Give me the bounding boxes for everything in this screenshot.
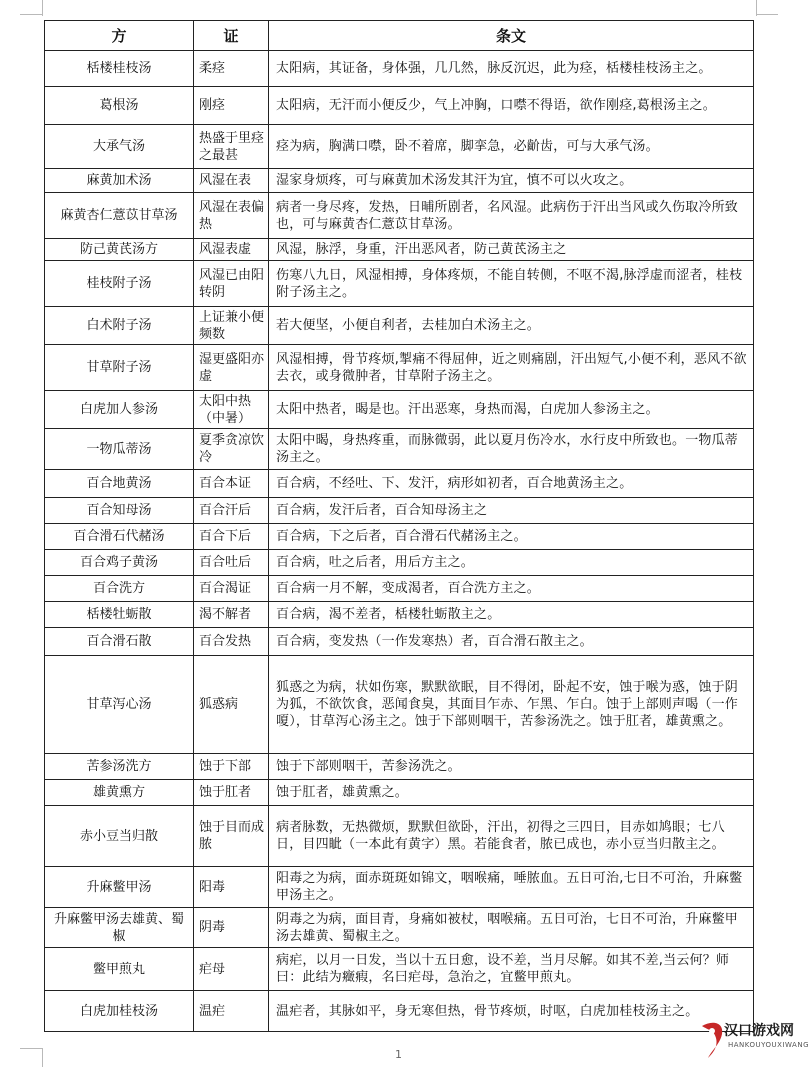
formula-name: 鳖甲煎丸 (45, 948, 194, 991)
formula-name: 雄黄熏方 (45, 780, 194, 806)
formula-name: 麻黄杏仁薏苡甘草汤 (45, 193, 194, 239)
syndrome: 湿更盛阳亦虚 (194, 345, 269, 391)
syndrome: 风湿在表 (194, 169, 269, 193)
table-row (45, 550, 754, 576)
clause-text: 百合病，吐之后者，用后方主之。 (269, 550, 754, 576)
table-row (45, 429, 754, 470)
syndrome: 夏季贪凉饮冷 (194, 429, 269, 470)
syndrome: 风湿表虚 (194, 239, 269, 261)
table-row (45, 498, 754, 524)
formula-name: 白术附子汤 (45, 307, 194, 345)
syndrome: 柔痉 (194, 51, 269, 87)
formula-name: 百合洗方 (45, 576, 194, 602)
table-row (45, 345, 754, 391)
syndrome: 风湿在表偏热 (194, 193, 269, 239)
table-row (45, 307, 754, 345)
table-row (45, 656, 754, 754)
table-row (45, 948, 754, 991)
clause-text: 温疟者，其脉如平，身无寒但热，骨节疼烦，时呕，白虎加桂枝汤主之。 (269, 991, 754, 1032)
clause-text: 太阳病，无汗而小便反少，气上冲胸，口噤不得语，欲作刚痉,葛根汤主之。 (269, 87, 754, 125)
clause-text: 百合病，发汗后者，百合知母汤主之 (269, 498, 754, 524)
clause-text: 风湿相搏，骨节疼烦,掣痛不得屈伸，近之则痛剧，汗出短气,小便不利，恶风不欲去衣，或身微肿者，甘草附子汤主之。 (269, 345, 754, 391)
table-row (45, 470, 754, 498)
clause-text: 百合病，变发热（一作发寒热）者，百合滑石散主之。 (269, 628, 754, 656)
syndrome: 百合下后 (194, 524, 269, 550)
clause-text: 病疟，以月一日发，当以十五日愈，设不差，当月尽解。如其不差,当云何？师曰：此结为癥瘕，名曰疟母，急治之，宜鳖甲煎丸。 (269, 948, 754, 991)
header-tiaowen: 条文 (269, 21, 754, 51)
clause-text: 风湿，脉浮，身重，汗出恶风者，防己黄芪汤主之 (269, 239, 754, 261)
formula-name: 栝楼桂枝汤 (45, 51, 194, 87)
formula-name: 升麻鳖甲汤去雄黄、蜀椒 (45, 908, 194, 948)
table-row (45, 261, 754, 307)
syndrome: 上证兼小便频数 (194, 307, 269, 345)
table-row (45, 524, 754, 550)
formula-name: 防己黄芪汤方 (45, 239, 194, 261)
formula-name: 甘草泻心汤 (45, 656, 194, 754)
header-fang: 方 (45, 21, 194, 51)
formula-name: 百合滑石代赭汤 (45, 524, 194, 550)
formula-name: 桂枝附子汤 (45, 261, 194, 307)
syndrome: 蚀于下部 (194, 754, 269, 780)
clause-text: 阴毒之为病，面目青，身痛如被杖，咽喉痛。五日可治，七日不可治，升麻鳖甲汤去雄黄、蜀椒主之。 (269, 908, 754, 948)
syndrome: 疟母 (194, 948, 269, 991)
clause-text: 百合病，不经吐、下、发汗，病形如初者，百合地黄汤主之。 (269, 470, 754, 498)
formula-name: 百合滑石散 (45, 628, 194, 656)
watermark-name: 汉口游戏网 (724, 1023, 794, 1039)
formula-name: 百合知母汤 (45, 498, 194, 524)
syndrome: 百合吐后 (194, 550, 269, 576)
table-row (45, 867, 754, 908)
clause-text: 伤寒八九日，风湿相搏，身体疼烦，不能自转侧，不呕不渴,脉浮虚而涩者，桂枝附子汤主之。 (269, 261, 754, 307)
syndrome: 渴不解者 (194, 602, 269, 628)
clause-text: 阳毒之为病，面赤斑斑如锦文，咽喉痛，唾脓血。五日可治,七日不可治，升麻鳖甲汤主之。 (269, 867, 754, 908)
formula-name: 百合鸡子黄汤 (45, 550, 194, 576)
clause-text: 病者脉数，无热微烦，默默但欲卧，汗出，初得之三四日，目赤如鸠眼；七八日，目四眦（一本此有黄字）黑。若能食者，脓已成也，赤小豆当归散主之。 (269, 806, 754, 867)
clause-text: 狐惑之为病，状如伤寒，默默欲眠，目不得闭，卧起不安，蚀于喉为惑，蚀于阴为狐，不欲饮食，恶闻食臭，其面目乍赤、乍黑、乍白。蚀于上部则声喝（一作嗄），甘草泻心汤主之。蚀于下部则咽干，苦参汤洗之。蚀于肛者，雄黄熏之。 (269, 656, 754, 754)
crop-mark-top-right (756, 14, 778, 15)
table-row (45, 576, 754, 602)
clause-text: 太阳病，其证备，身体强，几几然，脉反沉迟，此为痉，栝楼桂枝汤主之。 (269, 51, 754, 87)
crop-mark-bottom-left-v (42, 1048, 43, 1067)
clause-text: 蚀于下部则咽干，苦参汤洗之。 (269, 754, 754, 780)
header-zheng: 证 (194, 21, 269, 51)
table-row (45, 806, 754, 867)
formula-name: 白虎加桂枝汤 (45, 991, 194, 1032)
table-row (45, 125, 754, 169)
syndrome: 蚀于肛者 (194, 780, 269, 806)
clause-text: 病者一身尽疼，发热，日晡所剧者，名风湿。此病伤于汗出当风或久伤取冷所致也，可与麻黄杏仁薏苡甘草汤。 (269, 193, 754, 239)
formula-name: 栝楼牡蛎散 (45, 602, 194, 628)
table-row (45, 391, 754, 429)
syndrome: 温疟 (194, 991, 269, 1032)
clause-text: 蚀于肛者，雄黄熏之。 (269, 780, 754, 806)
table-row (45, 51, 754, 87)
crop-mark-bottom-left (20, 1048, 42, 1049)
formula-name: 苦参汤洗方 (45, 754, 194, 780)
table-header-row (45, 21, 754, 51)
crop-mark-top-right-v (756, 0, 757, 16)
syndrome: 蚀于目而成脓 (194, 806, 269, 867)
clause-text: 湿家身烦疼，可与麻黄加术汤发其汗为宜，慎不可以火攻之。 (269, 169, 754, 193)
syndrome: 百合发热 (194, 628, 269, 656)
formula-name: 麻黄加术汤 (45, 169, 194, 193)
table-row (45, 193, 754, 239)
clause-text: 痉为病，胸满口噤，卧不着席，脚挛急，必齘齿，可与大承气汤。 (269, 125, 754, 169)
syndrome: 热盛于里痉之最甚 (194, 125, 269, 169)
syndrome: 狐惑病 (194, 656, 269, 754)
syndrome: 太阳中热（中暑） (194, 391, 269, 429)
syndrome: 百合汗后 (194, 498, 269, 524)
page-number: 1 (395, 1048, 402, 1061)
clause-text: 百合病，下之后者，百合滑石代赭汤主之。 (269, 524, 754, 550)
table-row (45, 169, 754, 193)
clause-text: 百合病，渴不差者，栝楼牡蛎散主之。 (269, 602, 754, 628)
table-row (45, 908, 754, 948)
watermark-sub: HANKOUYOUXIWANG (728, 1041, 809, 1049)
clause-text: 太阳中暍，身热疼重，而脉微弱，此以夏月伤冷水，水行皮中所致也。一物瓜蒂汤主之。 (269, 429, 754, 470)
formula-name: 赤小豆当归散 (45, 806, 194, 867)
syndrome: 风湿已由阳转阴 (194, 261, 269, 307)
crop-mark-top-left (20, 14, 42, 15)
formula-table (44, 20, 754, 1032)
syndrome: 阴毒 (194, 908, 269, 948)
table-row (45, 754, 754, 780)
formula-name: 升麻鳖甲汤 (45, 867, 194, 908)
syndrome: 阳毒 (194, 867, 269, 908)
table-row (45, 991, 754, 1032)
formula-name: 甘草附子汤 (45, 345, 194, 391)
formula-name: 白虎加人参汤 (45, 391, 194, 429)
table-row (45, 239, 754, 261)
clause-text: 百合病一月不解，变成渴者，百合洗方主之。 (269, 576, 754, 602)
syndrome: 百合本证 (194, 470, 269, 498)
table-row (45, 628, 754, 656)
formula-name: 葛根汤 (45, 87, 194, 125)
crop-mark-top-left-v (42, 0, 43, 16)
formula-name: 百合地黄汤 (45, 470, 194, 498)
formula-name: 大承气汤 (45, 125, 194, 169)
clause-text: 若大便坚，小便自利者，去桂加白术汤主之。 (269, 307, 754, 345)
formula-name: 一物瓜蒂汤 (45, 429, 194, 470)
table-row (45, 602, 754, 628)
table-row (45, 780, 754, 806)
syndrome: 刚痉 (194, 87, 269, 125)
clause-text: 太阳中热者，暍是也。汗出恶寒，身热而渴，白虎加人参汤主之。 (269, 391, 754, 429)
syndrome: 百合渴证 (194, 576, 269, 602)
table-row (45, 87, 754, 125)
